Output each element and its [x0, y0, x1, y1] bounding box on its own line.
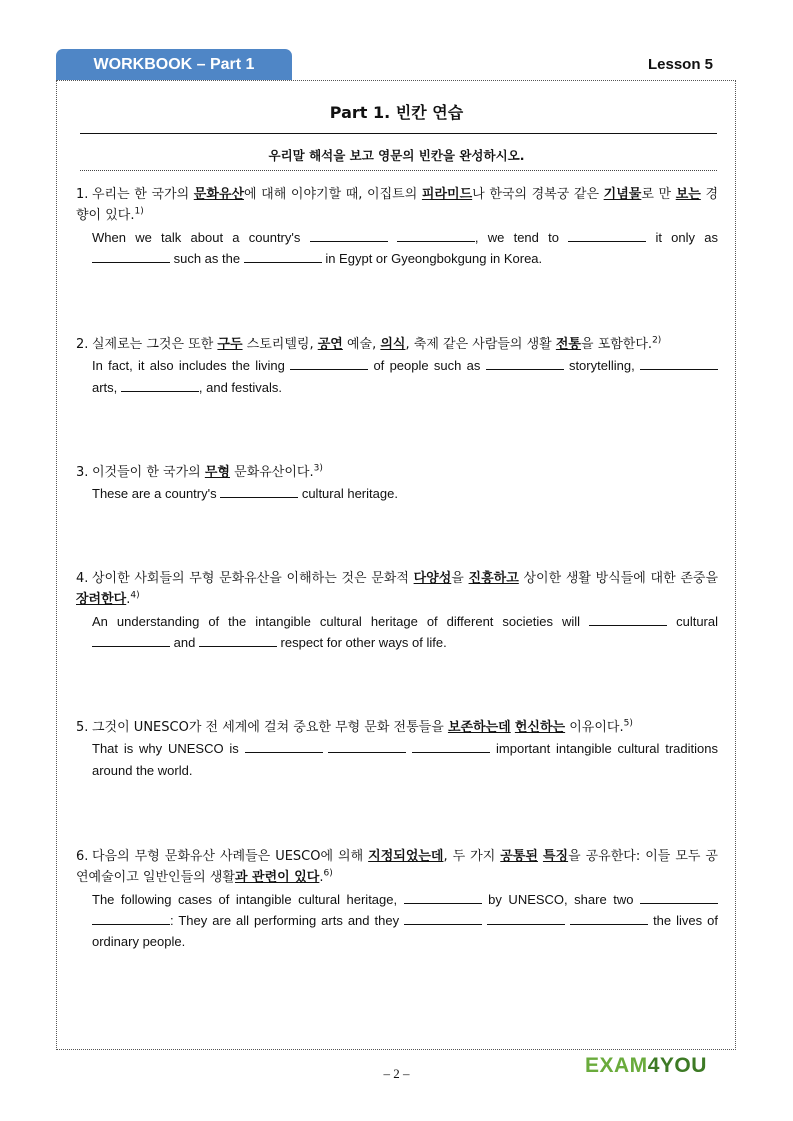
keyword: 과 관련이 있다: [234, 870, 320, 886]
answer-blank[interactable]: [404, 891, 482, 904]
answer-blank[interactable]: [328, 740, 406, 753]
keyword: 지정되었는데: [368, 849, 444, 864]
question-english: The following cases of intangible cultural heritage, by UNESCO, share two : They are all performing arts and they the lives of ordinary people.: [92, 891, 718, 950]
answer-blank[interactable]: [92, 912, 170, 925]
question-korean: 5. 그것이 UNESCO가 전 세계에 걸쳐 중요한 무형 문화 전통들을 보존하는데 헌신하는 이유이다.$^{5)}$: [76, 717, 718, 738]
answer-blank[interactable]: [121, 379, 199, 392]
answer-blank[interactable]: [244, 250, 322, 263]
question-korean: 3. 이것들이 한 국가의 무형 문화유산이다.$^{3)}$: [76, 462, 718, 483]
answer-blank[interactable]: [245, 740, 323, 753]
keyword: 공연: [317, 337, 343, 352]
answer-blank[interactable]: [404, 912, 482, 925]
keyword: 진흥하고: [468, 571, 519, 586]
keyword: 보존하는데: [447, 720, 511, 735]
keyword: 다양성: [413, 571, 452, 586]
question-number: 4.: [76, 571, 89, 586]
keyword: 기념물: [603, 187, 642, 202]
keyword: 특징: [542, 849, 569, 864]
question-english: These are a country's cultural heritage.: [92, 486, 398, 502]
page-title: Part 1. 빈칸 연습: [329, 103, 464, 122]
answer-blank[interactable]: [397, 229, 475, 242]
footnote-marker: 2): [652, 335, 662, 346]
answer-blank[interactable]: [412, 740, 490, 753]
question-1: [76, 184, 718, 269]
keyword: 피라미드: [421, 187, 473, 202]
question-number: 2.: [76, 337, 89, 352]
question-english: That is why UNESCO is important intangible cultural traditions around the world.: [92, 741, 718, 778]
question-number: 6.: [76, 849, 89, 864]
page-number: – 2 –: [383, 1066, 410, 1081]
keyword: 보는: [675, 187, 701, 202]
brand-logo: EXAM4YOU: [585, 1054, 707, 1077]
keyword: 전통: [555, 337, 581, 352]
keyword: 무형: [204, 465, 230, 480]
answer-blank[interactable]: [92, 634, 170, 647]
keyword: 공통된: [500, 849, 538, 864]
question-2: [76, 334, 718, 398]
question-korean: 1. 우리는 한 국가의 문화유산에 대해 이야기할 때, 이집트의 피라미드나 한국의 경복궁 같은 기념물로 만 보는 경향이 있다.$^{1)}$: [76, 184, 718, 227]
keyword: 의식: [380, 337, 406, 352]
question-english: When we talk about a country's , we tend to it only as such as the in Egypt or Gyeongbokgung in Korea.: [92, 229, 718, 266]
title-divider: [80, 133, 717, 134]
question-number: 1.: [76, 187, 89, 202]
keyword: 구두: [217, 337, 243, 352]
answer-blank[interactable]: [568, 229, 646, 242]
question-3: [76, 462, 718, 505]
footnote-marker: 6): [323, 868, 333, 879]
answer-blank[interactable]: [640, 357, 718, 370]
question-korean: 4. 상이한 사회들의 무형 문화유산을 이해하는 것은 문화적 다양성을 진흥하고 상이한 생활 방식들에 대한 존중을 장려한다.$^{4)}$: [76, 568, 718, 611]
answer-blank[interactable]: [487, 912, 565, 925]
question-6: [76, 846, 718, 952]
footnote-marker: 4): [130, 590, 140, 601]
question-english: An understanding of the intangible cultural heritage of different societies will cultural and respect for other ways of life.: [92, 613, 718, 650]
question-number: 3.: [76, 465, 89, 480]
workbook-tab: WORKBOOK – Part 1: [56, 49, 292, 80]
keyword: 장려한다: [76, 592, 127, 608]
question-number: 5.: [76, 720, 89, 735]
answer-blank[interactable]: [92, 250, 170, 263]
answer-blank[interactable]: [589, 613, 667, 626]
footnote-marker: 5): [623, 718, 633, 729]
answer-blank[interactable]: [570, 912, 648, 925]
answer-blank[interactable]: [220, 485, 298, 498]
question-english: In fact, it also includes the living of people such as storytelling, arts, , and festivals.: [76, 355, 718, 398]
lesson-label: Lesson 5: [647, 56, 713, 73]
instruction-divider: [80, 170, 717, 171]
answer-blank[interactable]: [199, 634, 277, 647]
question-korean: 2. 실제로는 그것은 또한 구두 스토리텔링, 공연 예술, 의식, 축제 같은 사람들의 생활 전통을 포함한다.$^{2)}$: [76, 334, 718, 355]
answer-blank[interactable]: [486, 357, 564, 370]
answer-blank[interactable]: [640, 891, 718, 904]
keyword: 헌신하는: [514, 720, 566, 735]
instruction: 우리말 해석을 보고 영문의 빈칸을 완성하시오.: [268, 148, 525, 163]
question-korean: 6. 다음의 무형 문화유산 사례들은 UESCO에 의해 지정되었는데, 두 가지 공통된 특징을 공유한다: 이들 모두 공연예술이고 일반인들의 생활과 관련이 있다.$^{6)}$: [76, 846, 718, 889]
footnote-marker: 1): [134, 206, 144, 217]
answer-blank[interactable]: [290, 357, 368, 370]
question-4: [76, 568, 718, 653]
keyword: 문화유산: [193, 187, 244, 202]
question-5: [76, 717, 718, 781]
footnote-marker: 3): [313, 463, 323, 474]
answer-blank[interactable]: [310, 229, 388, 242]
